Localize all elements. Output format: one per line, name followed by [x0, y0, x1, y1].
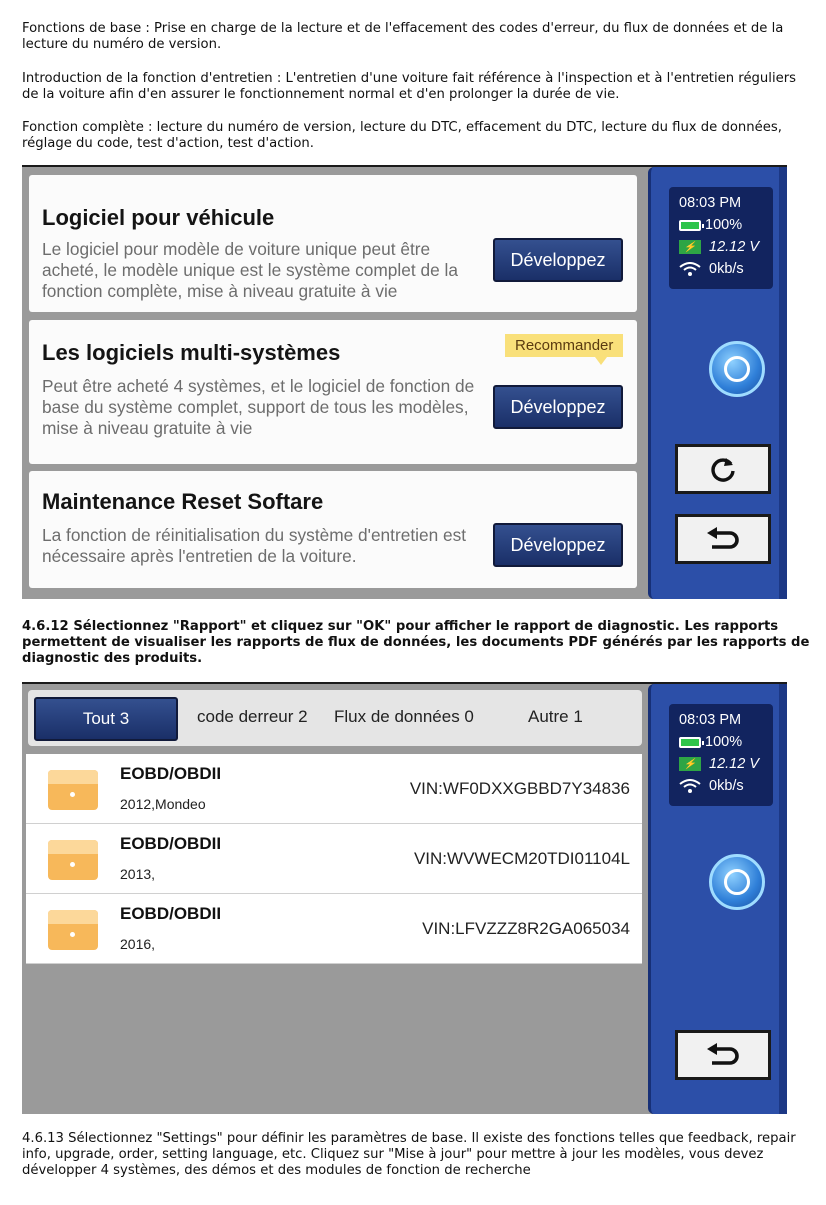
report-item[interactable] [26, 894, 642, 964]
intro-paragraph-full-function: Fonction complète : lecture du numéro de version, lecture du DTC, effacement du DTC, lecture du flux de données, réglage du code, test d'action, test d'action. [22, 120, 782, 151]
expand-button[interactable]: Développez [493, 385, 623, 429]
card-multi-system-software [29, 320, 637, 464]
network-row [679, 261, 744, 277]
headset-ring [724, 356, 750, 382]
card-description: La fonction de réinitialisation du système d'entretien est nécessaire après l'entretien de la voiture. [42, 525, 467, 566]
folder-icon [48, 840, 98, 880]
card-title: Logiciel pour véhicule [42, 205, 275, 230]
car-battery-icon: ⚡ [679, 757, 701, 771]
voltage-value: 12.12 V [709, 756, 759, 772]
report-item[interactable] [26, 824, 642, 894]
report-vin: VIN:WF0DXXGBBD7Y34836 [409, 779, 630, 798]
battery-row [679, 217, 742, 233]
voltage-row [679, 756, 759, 772]
network-row [679, 778, 744, 794]
expand-button[interactable]: Développez [493, 523, 623, 567]
card-title: Maintenance Reset Softare [42, 489, 324, 514]
report-item[interactable] [26, 754, 642, 824]
content-panel [22, 682, 670, 1114]
sidebar-edge [779, 684, 787, 1114]
voltage-value: 12.12 V [709, 239, 759, 255]
content-panel [22, 165, 670, 599]
report-year-model: 2012,Mondeo [120, 796, 206, 812]
battery-level: 100% [705, 734, 743, 750]
headset-ring [724, 869, 750, 895]
report-filter-tabs [28, 690, 642, 746]
expand-button[interactable]: Développez [493, 238, 623, 282]
back-arrow-icon [706, 527, 740, 551]
support-headset-icon[interactable] [709, 341, 765, 397]
car-battery-icon: ⚡ [679, 240, 701, 254]
battery-row [679, 734, 742, 750]
status-panel [669, 187, 773, 289]
card-description: Peut être acheté 4 systèmes, et le logiciel de fonction de base du système complet, support de tous les modèles, mise à niveau gratuite à vie [42, 376, 475, 438]
tab-other[interactable]: Autre 1 [528, 707, 583, 726]
refresh-button[interactable] [675, 444, 771, 494]
report-title: EOBD/OBDII [120, 834, 222, 853]
back-button[interactable] [675, 514, 771, 564]
wifi-icon [679, 779, 701, 793]
card-title: Les logiciels multi-systèmes [42, 340, 341, 365]
folder-icon [48, 910, 98, 950]
card-vehicle-software [29, 175, 637, 312]
section-paragraph-settings: 4.6.13 Sélectionnez "Settings" pour définir les paramètres de base. Il existe des fonctions telles que feedback, repair info, upgrade, order, setting language, etc. Cliquez sur "Mise à jour" pour mettre à jour les modèles, vous devez développer 4 systèmes, des démos et des modules de fonction de recherche [22, 1131, 796, 1178]
screenshot-border [22, 682, 787, 684]
report-year-model: 2016, [120, 936, 156, 952]
wifi-icon [679, 262, 701, 276]
device-sidebar [648, 684, 787, 1114]
battery-icon [679, 737, 701, 748]
intro-paragraph-basic-functions: Fonctions de base : Prise en charge de la lecture et de l'effacement des codes d'erreur, du flux de données et de la lecture du numéro de version. [22, 21, 784, 52]
screenshot-border [22, 165, 787, 167]
device-sidebar [648, 167, 787, 599]
report-vin: VIN:WVWECM20TDI01104L [413, 849, 630, 868]
section-heading-reports: 4.6.12 Sélectionnez "Rapport" et cliquez sur "OK" pour afficher le rapport de diagnostic. Les rapports permettent de visualiser les rapports de flux de données, les documents PDF générés par les rapports de diagnostic des produits. [22, 619, 810, 666]
screenshot-software-list [22, 165, 787, 599]
refresh-icon [709, 455, 737, 483]
intro-paragraph-maintenance: Introduction de la fonction d'entretien : L'entretien d'une voiture fait référence à l'inspection et à l'entretien réguliers de la voiture afin d'en assurer le fonctionnement normal et d'en prolonger la durée de vie. [22, 71, 797, 102]
status-panel [669, 704, 773, 806]
card-maintenance-reset-software [29, 471, 637, 588]
battery-level: 100% [705, 217, 743, 233]
voltage-row [679, 239, 759, 255]
back-button[interactable] [675, 1030, 771, 1080]
clock: 08:03 PM [679, 195, 742, 211]
tab-all[interactable]: Tout 3 [34, 697, 178, 741]
sidebar-edge [779, 167, 787, 599]
report-title: EOBD/OBDII [120, 764, 222, 783]
network-speed: 0kb/s [709, 261, 744, 277]
clock: 08:03 PM [679, 712, 742, 728]
card-description: Le logiciel pour modèle de voiture unique peut être acheté, le modèle unique est le système complet de la fonction complète, mise à niveau gratuite à vie [42, 239, 458, 301]
report-title: EOBD/OBDII [120, 904, 222, 923]
network-speed: 0kb/s [709, 778, 744, 794]
report-year-model: 2013, [120, 866, 156, 882]
screenshot-report-list [22, 682, 787, 1114]
report-vin: VIN:LFVZZZ8R2GA065034 [422, 919, 630, 938]
tab-data-flow[interactable]: Flux de données 0 [334, 707, 474, 726]
recommended-badge: Recommander [505, 334, 623, 357]
back-arrow-icon [706, 1043, 740, 1067]
support-headset-icon[interactable] [709, 854, 765, 910]
folder-icon [48, 770, 98, 810]
battery-icon [679, 220, 701, 231]
tab-error-codes[interactable]: code derreur 2 [197, 707, 308, 726]
